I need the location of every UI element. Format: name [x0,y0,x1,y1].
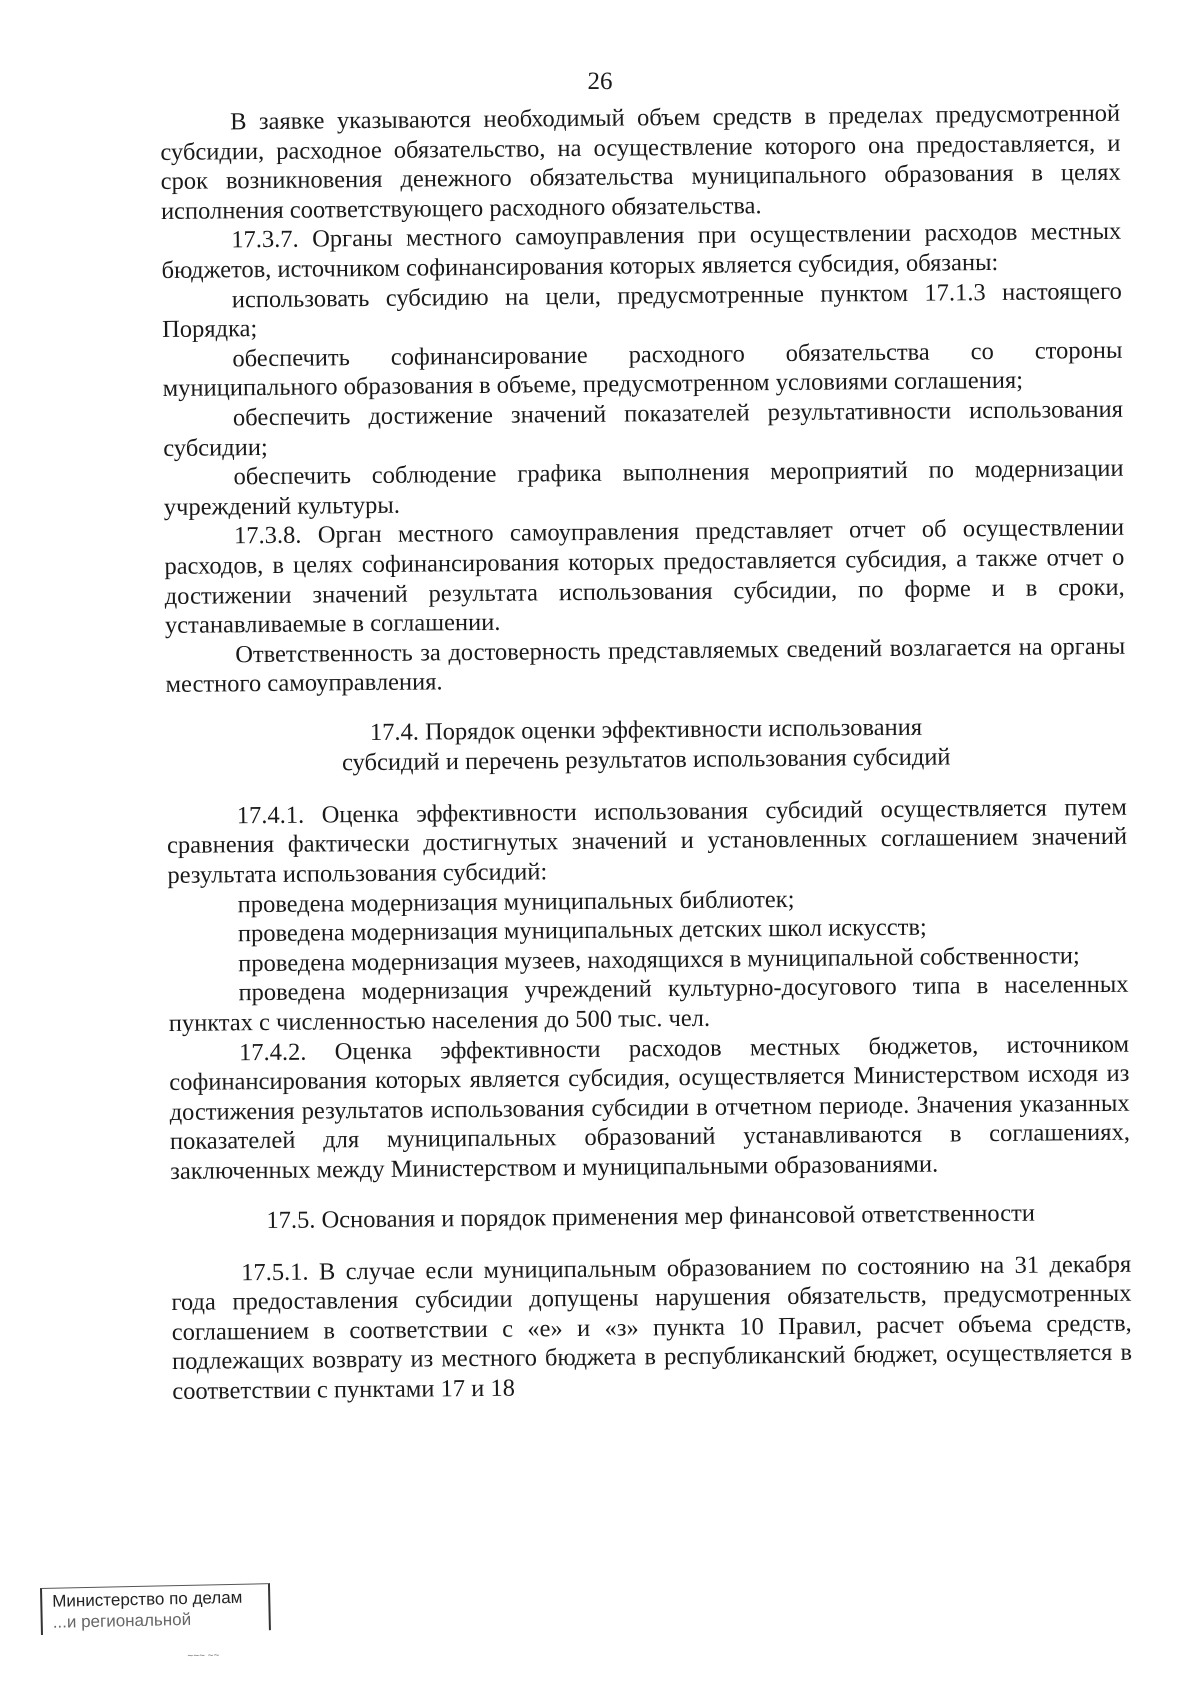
list-item: использовать субсидию на цели, предусмотренные пунктом 17.1.3 настоящего Порядка; [161,277,1122,344]
heading-line: субсидий и перечень результатов использования субсидий [341,743,951,777]
paragraph-17-4-1: 17.4.1. Оценка эффективности использования субсидий осуществляется путем сравнения фактически достигнутых значений и установленных соглашением значений результата использования субсидий: [166,793,1128,890]
paragraph-17-3-8: 17.3.8. Орган местного самоуправления представляет отчет об осуществлении расходов, в целях софинансирования которых предоставляется субсидия, а также отчет о достижении значений результата использования субсидии, по форме и в сроки, устанавливаемые в соглашении. [164,514,1125,640]
stamp-line: ...и региональной [52,1609,192,1632]
heading-line: 17.5. Основания и порядок применения мер финансовой ответственности [266,1199,1036,1234]
list-item: обеспечить софинансирование расходного обязательства со стороны муниципального образования в объеме, предусмотренном условиями соглашения; [162,336,1123,403]
ministry-stamp [40,1583,272,1670]
list-item: обеспечить достижение значений показателей результативности использования субсидии; [163,395,1124,462]
heading-line: 17.4. Порядок оценки эффективности использования [369,713,923,746]
list-item: проведена модернизация муниципальных библиотек; [237,885,795,918]
paragraph-17-3-7: 17.3.7. Органы местного самоуправления при осуществлении расходов местных бюджетов, источником софинансирования которых является субсидия, обязаны: [161,218,1122,284]
stamp-mark: ~~~ ~~ [187,1650,220,1662]
list-item: проведена модернизация учреждений культурно-досугового типа в населенных пунктах с численностью населения до 500 тыс. чел. [168,971,1129,1037]
list-item: обеспечить соблюдение графика выполнения мероприятий по модернизации учреждений культуры. [163,454,1124,521]
list-item: проведена модернизация музеев, находящихся в муниципальной собственности; [238,942,1080,978]
paragraph: Ответственность за достоверность представляемых сведений возлагается на органы местного самоуправления. [165,632,1126,699]
paragraph-17-5-1: 17.5.1. В случае если муниципальным образованием по состоянию на 31 декабря года предоставления субсидии допущены нарушения обязательств, предусмотренных соглашением в соответствии с «е» и «з» пункта 10 Правил, расчет объема средств, подлежащих возврату из местного бюджета в республиканский бюджет, осуществляется в соответствии с пунктами 17 и 18 [171,1250,1133,1405]
stamp-line: Министерство по делам [52,1587,243,1611]
list-item: проведена модернизация муниципальных детских школ искусств; [237,913,927,948]
section-heading-17-5 [171,1197,1131,1236]
document-body [160,99,1132,1407]
section-heading-17-4 [166,711,1127,780]
paragraph: В заявке указываются необходимый объем средств в пределах предусмотренной субсидии, расходное обязательство, на осуществление которого она предоставляется, и срок возникновения денежного обязательства муниципального образования в целях исполнения соответствующего расходного обязательства. [160,99,1121,225]
page-number: 26 [587,68,613,95]
paragraph-17-4-2: 17.4.2. Оценка эффективности расходов местных бюджетов, источником софинансирования которых является субсидия, осуществляется Министерством исходя из достижения результатов использования субсидии в отчетном периоде. Значения указанных показателей для муниципальных образований устанавливаются в соглашениях, заключенных между Министерством и муниципальными образованиями. [169,1030,1131,1185]
